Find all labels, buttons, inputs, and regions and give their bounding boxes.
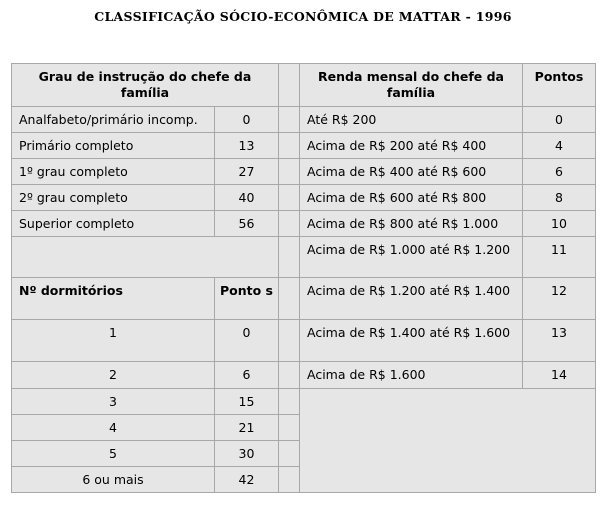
spacer-cell — [279, 64, 300, 107]
bedrooms-points: 0 — [215, 320, 279, 362]
education-points: 0 — [215, 107, 279, 133]
spacer-cell — [279, 467, 300, 493]
income-label: Acima de R$ 800 até R$ 1.000 — [300, 211, 523, 237]
bedrooms-label: 5 — [12, 441, 215, 467]
bedrooms-points: 21 — [215, 415, 279, 441]
bedrooms-label: 1 — [12, 320, 215, 362]
education-points: 13 — [215, 133, 279, 159]
education-label: 2º grau completo — [12, 185, 215, 211]
income-points: 12 — [523, 278, 596, 320]
income-points: 10 — [523, 211, 596, 237]
page-title: CLASSIFICAÇÃO SÓCIO-ECONÔMICA DE MATTAR - 1996 — [94, 9, 512, 24]
spacer-cell — [279, 159, 300, 185]
spacer-cell — [279, 320, 300, 362]
education-label: 1º grau completo — [12, 159, 215, 185]
income-points: 6 — [523, 159, 596, 185]
spacer-cell — [279, 185, 300, 211]
bedrooms-label: 6 ou mais — [12, 467, 215, 493]
spacer-cell — [279, 441, 300, 467]
education-points: 40 — [215, 185, 279, 211]
education-label: Analfabeto/primário incomp. — [12, 107, 215, 133]
income-points: 0 — [523, 107, 596, 133]
spacer-cell — [279, 133, 300, 159]
income-points: 13 — [523, 320, 596, 362]
income-header: Renda mensal do chefe da família — [300, 64, 523, 107]
income-label: Acima de R$ 1.600 — [300, 362, 523, 389]
bedrooms-points: 42 — [215, 467, 279, 493]
income-label: Acima de R$ 1.400 até R$ 1.600 — [300, 320, 523, 362]
bedrooms-points: 15 — [215, 389, 279, 415]
empty-cell — [12, 237, 279, 278]
bedrooms-points: 6 — [215, 362, 279, 389]
income-label: Acima de R$ 200 até R$ 400 — [300, 133, 523, 159]
income-points: 11 — [523, 237, 596, 278]
spacer-cell — [279, 362, 300, 389]
income-label: Acima de R$ 1.000 até R$ 1.200 — [300, 237, 523, 278]
bedrooms-header: Nº dormitórios — [12, 278, 215, 320]
income-label: Acima de R$ 600 até R$ 800 — [300, 185, 523, 211]
spacer-cell — [279, 278, 300, 320]
education-points: 27 — [215, 159, 279, 185]
income-label: Acima de R$ 1.200 até R$ 1.400 — [300, 278, 523, 320]
bedrooms-points-header: Ponto s — [215, 278, 279, 320]
income-label: Acima de R$ 400 até R$ 600 — [300, 159, 523, 185]
bedrooms-points: 30 — [215, 441, 279, 467]
bedrooms-label: 3 — [12, 389, 215, 415]
spacer-cell — [279, 237, 300, 278]
education-header: Grau de instrução do chefe da família — [12, 64, 279, 107]
income-points: 8 — [523, 185, 596, 211]
education-label: Superior completo — [12, 211, 215, 237]
bedrooms-label: 4 — [12, 415, 215, 441]
education-points: 56 — [215, 211, 279, 237]
empty-cell — [300, 389, 596, 493]
income-label: Até R$ 200 — [300, 107, 523, 133]
spacer-cell — [279, 107, 300, 133]
bedrooms-label: 2 — [12, 362, 215, 389]
income-points: 4 — [523, 133, 596, 159]
spacer-cell — [279, 389, 300, 415]
spacer-cell — [279, 211, 300, 237]
classification-table — [11, 63, 596, 493]
income-points-header: Pontos — [523, 64, 596, 107]
spacer-cell — [279, 415, 300, 441]
education-label: Primário completo — [12, 133, 215, 159]
income-points: 14 — [523, 362, 596, 389]
